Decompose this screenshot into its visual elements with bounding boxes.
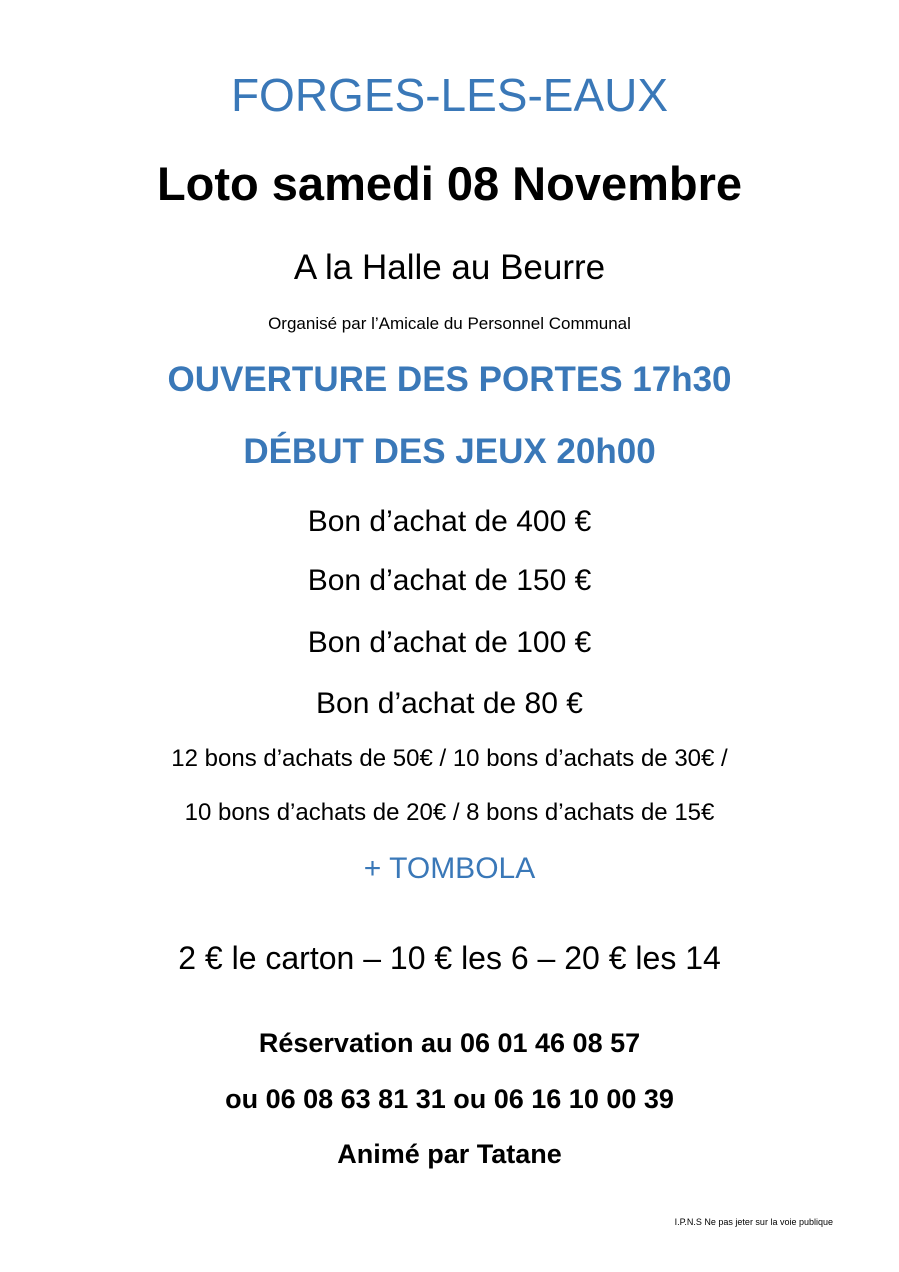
tombola-label: + TOMBOLA — [363, 852, 536, 885]
alternate-phones: ou 06 08 63 81 31 ou 06 16 10 00 39 — [225, 1084, 674, 1114]
event-organizer: Organisé par l’Amicale du Personnel Communal — [268, 314, 631, 333]
card-pricing: 2 € le carton – 10 € les 6 – 20 € les 14 — [178, 940, 721, 976]
minor-prizes-line: 10 bons d’achats de 20€ / 8 bons d’achats de 15€ — [184, 799, 715, 826]
reservation-phone: Réservation au 06 01 46 08 57 — [258, 1028, 641, 1058]
minor-prizes-line: 12 bons d’achats de 50€ / 10 bons d’achats de 30€ / — [171, 745, 728, 772]
event-title: Loto samedi 08 Novembre — [156, 157, 743, 210]
games-start-time: DÉBUT DES JEUX 20h00 — [243, 432, 656, 471]
prize-item: Bon d’achat de 150 € — [307, 564, 592, 597]
prize-item: Bon d’achat de 100 € — [307, 626, 592, 659]
town-name: FORGES-LES-EAUX — [230, 69, 669, 121]
event-venue: A la Halle au Beurre — [293, 248, 606, 287]
prize-item: Bon d’achat de 400 € — [307, 505, 592, 538]
ipns-footer-note: I.P.N.S Ne pas jeter sur la voie publique — [674, 1217, 833, 1227]
doors-open-time: OUVERTURE DES PORTES 17h30 — [167, 360, 732, 399]
event-host: Animé par Tatane — [337, 1139, 562, 1169]
prize-item: Bon d’achat de 80 € — [316, 687, 583, 720]
